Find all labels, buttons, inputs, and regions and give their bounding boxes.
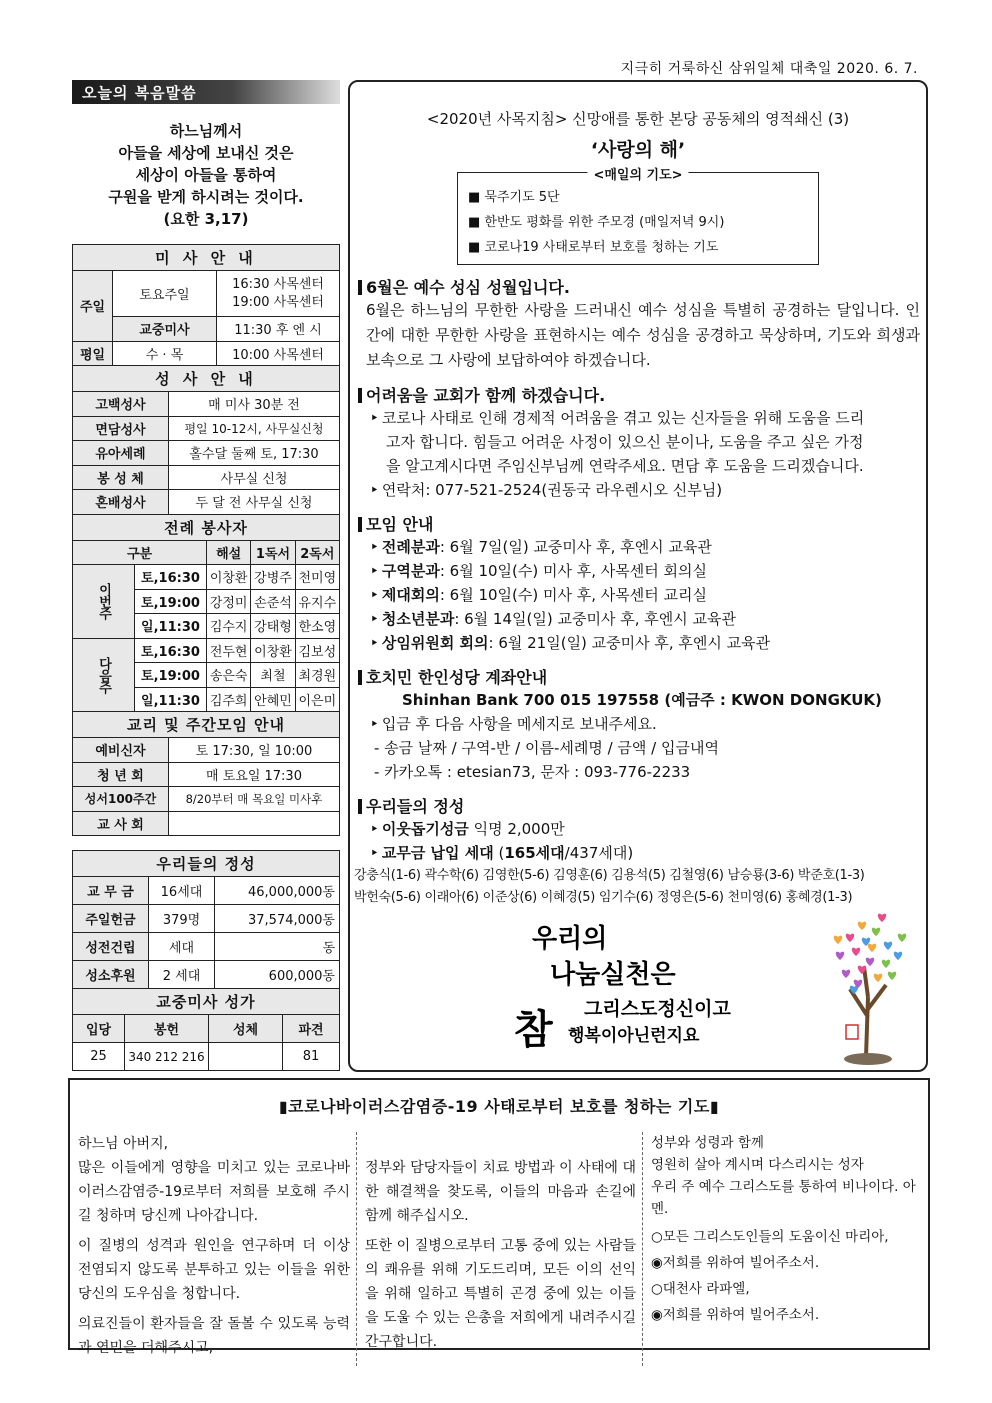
weekday-time: 10:00 사목센터 [217, 341, 340, 366]
server-name: 손준석 [251, 589, 295, 614]
server-name: 이창환 [207, 565, 251, 590]
offering-amount: 37,574,000동 [215, 905, 340, 933]
heart-leaf [858, 922, 866, 930]
servers-table [72, 514, 340, 713]
tithe-detail: ( [493, 844, 505, 862]
gospel-bar: 오늘의 복음말씀 [72, 80, 340, 104]
server-name: 전두현 [207, 638, 251, 663]
server-name: 천미영 [295, 565, 339, 590]
prayer-paragraph: 또한 이 질병으로부터 고통 중에 있는 사람들의 쾌유를 위해 기도드리며, 모든 이의 선익을 위해 일하고 특별히 곤경 중에 있는 이들을 도울 수 있는 은총을 저희에게 내려주시길 간구합니다. [365, 1238, 636, 1350]
next-week-label: 다음주 [73, 638, 135, 712]
heart-leaf [842, 970, 850, 978]
servers-header: 1독서 [251, 540, 295, 565]
heart-leaf [866, 958, 874, 966]
sacrament-label: 고백성사 [73, 392, 169, 417]
prayer-paragraph: 이 질병의 성격과 원인을 연구하며 더 이상 전염되지 않도록 분투하고 있는 이들을 위한 당신의 도우심을 청합니다. [78, 1238, 350, 1302]
year-title: ‘사랑의 해’ [590, 139, 686, 161]
hymns-table [72, 988, 340, 1071]
donor-names: 강충식(1-6) 곽수학(6) 김영한(5-6) 김영훈(6) 김용석(5) 김철영(6) 남승룡(3-6) 박준호(1-3) [354, 868, 865, 883]
heart-leaf [846, 934, 854, 942]
saturday-times [217, 271, 340, 317]
daily-prayer-box [457, 168, 819, 265]
meetings-title: 교리 및 주간모임 안내 [73, 712, 340, 738]
kyojung-label: 교중미사 [113, 317, 217, 342]
offering-amount: 동 [215, 933, 340, 961]
help-text: ‣ 코로나 사태로 인해 경제적 어려움을 겪고 있는 신자들을 위해 도움을 드리 [358, 406, 920, 430]
meeting-item [358, 631, 920, 655]
section-sacred-heart [358, 275, 920, 373]
server-slot: 일,11:30 [135, 614, 207, 639]
donation-item [358, 817, 920, 841]
sacraments-title: 성 사 안 내 [73, 366, 340, 392]
prayer-paragraph: 성부와 성령과 함께 영원히 살아 계시며 다스리시는 성자 우리 주 예수 그리스도를 통하여 비나이다. 아멘. [651, 1135, 916, 1217]
servers-title: 전례 봉사자 [73, 514, 340, 540]
meeting-value: 8/20부터 매 목요일 미사후 [169, 787, 340, 812]
sacrament-label: 면담성사 [73, 416, 169, 441]
covid-prayer-title [70, 1094, 928, 1117]
hymn-value [209, 1043, 283, 1071]
server-name: 강태형 [251, 614, 295, 639]
header-date: 지극히 거룩하신 삼위일체 대축일 2020. 6. 7. [620, 61, 918, 77]
mass-time: 16:30 사목센터 [232, 276, 324, 292]
daily-prayer-item [468, 235, 810, 260]
calligraphy-illustration [510, 897, 920, 1067]
server-name: 유지수 [295, 589, 339, 614]
pastoral-guideline: <2020년 사목지침> 신망애를 통한 본당 공동체의 영적쇄신 (3) [426, 110, 850, 128]
section-bank [358, 665, 920, 784]
daily-prayer-text: 묵주기도 5단 [484, 190, 560, 205]
bullet-square-icon: ▮ [709, 1097, 720, 1116]
sunday-label: 주일 [73, 271, 113, 342]
heart-leaf [872, 928, 880, 936]
tithe-detail: /437세대) [564, 844, 634, 862]
server-slot: 토,16:30 [135, 638, 207, 663]
server-slot: 토,19:00 [135, 589, 207, 614]
server-name: 김수지 [207, 614, 251, 639]
bullet-square-icon: ▮ [278, 1097, 289, 1116]
bank-contact: - 카카오톡 : etesian73, 문자 : 093-776-2233 [374, 763, 691, 781]
meeting-item [358, 583, 920, 607]
help-text: 을 알고계시다면 주임신부님께 연락주세요. 면담 후 도움을 드리겠습니다. [386, 457, 864, 475]
prayer-response: ○대천사 라파엘, [651, 1281, 750, 1297]
hymn-header: 파견 [283, 1015, 340, 1043]
left-column [72, 80, 340, 1071]
meeting-label: 교 사 회 [73, 811, 169, 836]
meeting-name: 구역분과 [381, 562, 440, 580]
tithe-name: 교무금 납입 세대 [381, 844, 494, 862]
sacrament-value: 평일 10-12시, 사무실신청 [169, 416, 340, 441]
covid-prayer-title-text: 코로나바이러스감염증-19 사태로부터 보호를 청하는 기도 [288, 1097, 710, 1116]
server-name: 김주희 [207, 687, 251, 712]
daily-prayer-text: 한반도 평화를 위한 주모경 (매일저녁 9시) [484, 215, 725, 230]
servers-header: 해설 [207, 540, 251, 565]
donation-detail: 익명 2,000만 [468, 820, 565, 838]
sacrament-label: 봉 성 체 [73, 465, 169, 490]
sacrament-value: 사무실 신청 [169, 465, 340, 490]
sacrament-label: 유아세례 [73, 441, 169, 466]
hymn-value: 25 [73, 1043, 125, 1071]
heart-leaf [894, 952, 902, 960]
calligraphy-text: 나눔실천은 [550, 960, 676, 990]
offerings-table [72, 850, 340, 989]
tree-of-hearts-illustration [834, 914, 906, 1065]
heart-leaf [882, 960, 890, 968]
calligraphy-text: 우리의 [532, 924, 608, 954]
section-title: 호치민 한인성당 계좌안내 [358, 665, 920, 688]
meeting-detail: : 6월 10일(수) 미사 후, 사목센터 회의실 [439, 562, 707, 580]
server-name: 강정미 [207, 589, 251, 614]
offering-label: 교 무 금 [73, 877, 149, 905]
weekday-days: 수 · 목 [113, 341, 217, 366]
offering-label: 성소후원 [73, 961, 149, 989]
heart-leaf [852, 948, 860, 956]
section-help [358, 383, 920, 502]
offerings-title: 우리들의 정성 [73, 851, 340, 877]
section-title: 6월은 예수 성심 성월입니다. [358, 275, 920, 298]
meeting-detail: : 6월 21일(일) 교중미사 후, 후엔시 교육관 [488, 634, 771, 652]
sacrament-value: 매 미사 30분 전 [169, 392, 340, 417]
meeting-item [358, 559, 920, 583]
help-text: 고자 합니다. 힘들고 어려운 사정이 있으신 분이나, 도움을 주고 싶은 가정 [386, 433, 864, 451]
mass-title: 미 사 안 내 [73, 245, 340, 271]
prayer-response: ○모든 그리스도인들의 도움이신 마리아, [651, 1229, 889, 1245]
hymn-value: 340 212 216 [125, 1043, 209, 1071]
gospel-line: 구원을 받게 하시려는 것이다. [108, 188, 304, 206]
server-name: 한소영 [295, 614, 339, 639]
calligraphy-text: 그리스도정신이고 [584, 998, 731, 1020]
section-title: 모임 안내 [358, 512, 920, 535]
donation-name: 이웃돕기성금 [381, 820, 469, 838]
hymn-header: 성체 [209, 1015, 283, 1043]
offering-amount: 46,000,000동 [215, 877, 340, 905]
meeting-value [169, 811, 340, 836]
section-title: 우리들의 정성 [358, 794, 920, 817]
daily-prayer-item [468, 185, 810, 210]
sacrament-label: 혼배성사 [73, 490, 169, 515]
offering-count: 379명 [149, 905, 215, 933]
server-slot: 토,19:00 [135, 663, 207, 688]
servers-header: 2독서 [295, 540, 339, 565]
prayer-column-1 [70, 1132, 356, 1366]
contact-text: ‣ 연락처: 077-521-2524(권동국 라우렌시오 신부님) [358, 478, 920, 502]
heart-leaf [884, 942, 892, 950]
meeting-name: 청소년분과 [381, 610, 455, 628]
sacraments-table [72, 365, 340, 515]
servers-header: 구분 [73, 540, 207, 565]
meeting-value: 토 17:30, 일 10:00 [169, 738, 340, 763]
meeting-item [358, 607, 920, 631]
tithe-count: 165세대 [504, 844, 565, 862]
bank-account: Shinhan Bank 700 015 197558 (예금주 : KWON DONGKUK) [402, 691, 882, 709]
gospel-verse [72, 120, 340, 230]
kyojung-time: 11:30 후 엔 시 [217, 317, 340, 342]
prayer-column-2 [356, 1132, 642, 1366]
offering-label: 주일헌금 [73, 905, 149, 933]
gospel-line: 하느님께서 [169, 122, 243, 140]
heart-leaf [868, 944, 876, 952]
gospel-line: 세상이 아들을 통하여 [135, 166, 277, 184]
gospel-reference: (요한 3,17) [163, 210, 249, 228]
heart-leaf [836, 952, 844, 960]
server-slot: 일,11:30 [135, 687, 207, 712]
meeting-label: 성서100주간 [73, 787, 169, 812]
section-text: 6월은 하느님의 무한한 사랑을 드러내신 예수 성심을 특별히 공경하는 달입니다. 인간에 대한 무한한 사랑을 표현하시는 예수 성심을 공경하고 묵상하며, 기도와 희생과 보속으로 그 사랑에 보답하여야 하겠습니다. [366, 301, 920, 369]
offering-label: 성전건립 [73, 933, 149, 961]
calligraphy-text: 행복이아닌런지요 [568, 1026, 700, 1046]
heart-leaf [878, 914, 886, 922]
sacrament-value: 홀수달 둘째 토, 17:30 [169, 441, 340, 466]
covid-prayer-box [68, 1078, 930, 1356]
meetings-table [72, 711, 340, 836]
gospel-line: 아들을 세상에 보내신 것은 [118, 144, 294, 162]
covid-prayer-columns [70, 1132, 928, 1366]
meeting-name: 전례분과 [381, 538, 440, 556]
hymn-header: 봉헌 [125, 1015, 209, 1043]
server-name: 김보성 [295, 638, 339, 663]
meeting-item [358, 535, 920, 559]
bullet-square-icon: ■ [468, 190, 485, 205]
server-slot: 토,16:30 [135, 565, 207, 590]
offering-count: 16세대 [149, 877, 215, 905]
server-name: 이창환 [251, 638, 295, 663]
section-meetings [358, 512, 920, 655]
server-name: 강병주 [251, 565, 295, 590]
calligraphy-text: 참 [514, 1006, 553, 1053]
hymn-header: 입당 [73, 1015, 125, 1043]
prayer-column-3 [642, 1132, 928, 1366]
daily-prayer-item [468, 210, 810, 235]
meeting-label: 청 년 회 [73, 762, 169, 787]
bullet-square-icon: ■ [468, 240, 485, 255]
stamp-seal-icon [846, 1025, 858, 1039]
server-name: 최경원 [295, 663, 339, 688]
meeting-detail: : 6월 10일(수) 미사 후, 사목센터 교리실 [439, 586, 707, 604]
offering-count: 세대 [149, 933, 215, 961]
donor-names: 박헌숙(5-6) 이래아(6) 이준상(6) 이혜경(5) 임기수(6) 정영은(5-6) 천미영(6) 홍혜경(1-3) [354, 890, 853, 905]
weekday-label: 평일 [73, 341, 113, 366]
meeting-name: 제대회의 [381, 586, 440, 604]
hymns-title: 교중미사 성가 [73, 989, 340, 1015]
bank-detail: - 송금 날짜 / 구역-반 / 이름-세례명 / 금액 / 입금내역 [374, 739, 719, 757]
mass-time: 19:00 사목센터 [232, 294, 324, 310]
prayer-response: ◉저희를 위하여 빌어주소서. [651, 1307, 820, 1323]
daily-prayer-text: 코로나19 사태로부터 보호를 청하는 기도 [484, 240, 719, 255]
mass-table [72, 244, 340, 366]
prayer-paragraph: 정부와 담당자들이 치료 방법과 이 사태에 대한 해결책을 찾도록, 이들의 마음과 손길에 함께 해주십시오. [365, 1160, 636, 1224]
heart-leaf [888, 972, 896, 980]
section-offerings [354, 794, 920, 909]
sacrament-value: 두 달 전 사무실 신청 [169, 490, 340, 515]
offering-count: 2 세대 [149, 961, 215, 989]
server-name: 송은숙 [207, 663, 251, 688]
meeting-value: 매 토요일 17:30 [169, 762, 340, 787]
heart-leaf [874, 974, 882, 982]
this-week-label: 이번주 [73, 565, 135, 639]
meeting-label: 예비신자 [73, 738, 169, 763]
section-title: 어려움을 교회가 함께 하겠습니다. [358, 383, 920, 406]
heart-leaf [834, 936, 842, 944]
server-name: 이은미 [295, 687, 339, 712]
tithe-item [358, 841, 920, 865]
meeting-detail: : 6월 14일(일) 교중미사 후, 후엔시 교육관 [454, 610, 736, 628]
prayer-paragraph: 의료진들이 환자들을 잘 돌볼 수 있도록 능력과 연민을 더해주시고, [78, 1316, 350, 1356]
heart-leaf [898, 934, 906, 942]
offering-amount: 600,000동 [215, 961, 340, 989]
server-name: 안혜민 [251, 687, 295, 712]
server-name: 최철 [251, 663, 295, 688]
bank-note: ‣ 입금 후 다음 사항을 메세지로 보내주세요. [358, 712, 920, 736]
main-notice-box [348, 80, 928, 1072]
daily-prayer-title: <매일의 기도> [587, 163, 688, 188]
meeting-name: 상임위원회 회의 [381, 634, 489, 652]
meeting-detail: : 6월 7일(일) 교중미사 후, 후엔시 교육관 [439, 538, 712, 556]
hymn-value: 81 [283, 1043, 340, 1071]
saturday-label: 토요주일 [113, 271, 217, 317]
bullet-square-icon: ■ [468, 215, 485, 230]
prayer-response: ◉저희를 위하여 빌어주소서. [651, 1255, 820, 1271]
prayer-paragraph: 하느님 아버지, 많은 이들에게 영향을 미치고 있는 코로나바이러스감염증-19로부터 저희를 보호해 주시길 청하며 당신께 나아갑니다. [78, 1136, 350, 1224]
